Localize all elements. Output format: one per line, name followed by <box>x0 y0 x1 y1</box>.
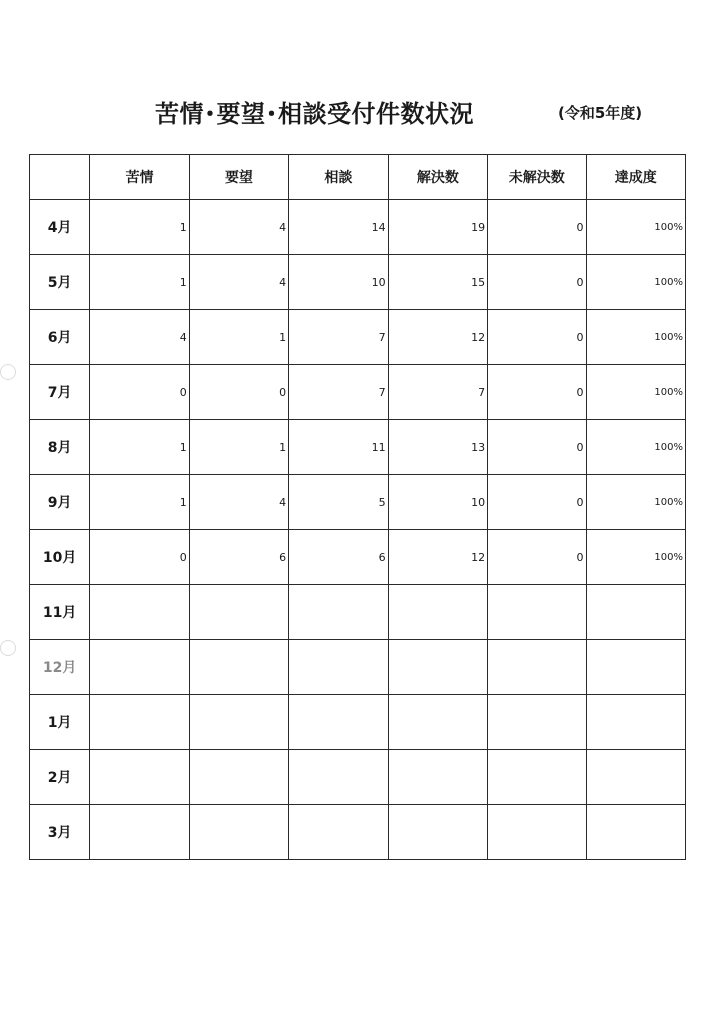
complaints-cell: 0 <box>90 530 189 585</box>
header-blank <box>30 155 90 200</box>
unresolved-cell: 0 <box>488 255 586 310</box>
complaints-cell: 1 <box>90 255 189 310</box>
achievement-cell: 100% <box>586 530 685 585</box>
complaints-cell <box>90 805 189 860</box>
table-row <box>30 695 686 750</box>
resolved-cell <box>388 640 487 695</box>
header-consultations: 相談 <box>289 155 388 200</box>
requests-cell: 1 <box>189 310 288 365</box>
header-requests: 要望 <box>189 155 288 200</box>
consultations-cell: 10 <box>289 255 388 310</box>
resolved-cell <box>388 750 487 805</box>
achievement-cell <box>586 585 685 640</box>
resolved-cell: 12 <box>388 310 487 365</box>
resolved-cell: 12 <box>388 530 487 585</box>
consultations-cell <box>289 640 388 695</box>
unresolved-cell: 0 <box>488 420 586 475</box>
month-cell: 3月 <box>30 805 90 860</box>
requests-cell <box>189 750 288 805</box>
complaints-cell: 1 <box>90 200 189 255</box>
consultations-cell <box>289 750 388 805</box>
achievement-cell <box>586 695 685 750</box>
achievement-cell <box>586 640 685 695</box>
unresolved-cell <box>488 695 586 750</box>
month-cell: 9月 <box>30 475 90 530</box>
consultations-cell <box>289 805 388 860</box>
complaints-cell <box>90 585 189 640</box>
table-row <box>30 530 686 585</box>
resolved-cell: 15 <box>388 255 487 310</box>
header-resolved: 解決数 <box>388 155 487 200</box>
punch-hole-mark <box>0 364 16 380</box>
consultations-cell: 11 <box>289 420 388 475</box>
table-row <box>30 365 686 420</box>
consultations-cell: 7 <box>289 310 388 365</box>
consultations-cell <box>289 695 388 750</box>
achievement-cell: 100% <box>586 255 685 310</box>
consultations-cell: 14 <box>289 200 388 255</box>
month-cell: 12月 <box>30 640 90 695</box>
achievement-cell <box>586 750 685 805</box>
requests-cell <box>189 695 288 750</box>
month-cell: 4月 <box>30 200 90 255</box>
resolved-cell <box>388 585 487 640</box>
complaints-cell: 4 <box>90 310 189 365</box>
punch-hole-mark <box>0 640 16 656</box>
resolved-cell <box>388 805 487 860</box>
page-title: 苦情･要望･相談受付件数状況 <box>155 100 474 128</box>
month-cell: 11月 <box>30 585 90 640</box>
achievement-cell <box>586 805 685 860</box>
unresolved-cell: 0 <box>488 530 586 585</box>
month-cell: 10月 <box>30 530 90 585</box>
header-unresolved: 未解決数 <box>488 155 586 200</box>
resolved-cell: 13 <box>388 420 487 475</box>
table-row <box>30 475 686 530</box>
table-row <box>30 640 686 695</box>
complaint-status-table <box>29 154 686 860</box>
table-row <box>30 585 686 640</box>
unresolved-cell <box>488 640 586 695</box>
unresolved-cell: 0 <box>488 310 586 365</box>
table-row <box>30 805 686 860</box>
unresolved-cell: 0 <box>488 365 586 420</box>
achievement-cell: 100% <box>586 200 685 255</box>
requests-cell <box>189 805 288 860</box>
month-cell: 7月 <box>30 365 90 420</box>
table-row <box>30 255 686 310</box>
unresolved-cell <box>488 805 586 860</box>
unresolved-cell: 0 <box>488 475 586 530</box>
achievement-cell: 100% <box>586 420 685 475</box>
consultations-cell: 6 <box>289 530 388 585</box>
requests-cell: 0 <box>189 365 288 420</box>
consultations-cell <box>289 585 388 640</box>
achievement-cell: 100% <box>586 365 685 420</box>
requests-cell <box>189 585 288 640</box>
table-row <box>30 200 686 255</box>
month-cell: 1月 <box>30 695 90 750</box>
consultations-cell: 5 <box>289 475 388 530</box>
complaints-cell <box>90 695 189 750</box>
header-achievement: 達成度 <box>586 155 685 200</box>
unresolved-cell: 0 <box>488 200 586 255</box>
table-header-row <box>30 155 686 200</box>
month-cell: 8月 <box>30 420 90 475</box>
unresolved-cell <box>488 585 586 640</box>
requests-cell: 6 <box>189 530 288 585</box>
resolved-cell <box>388 695 487 750</box>
month-cell: 5月 <box>30 255 90 310</box>
fiscal-year-label: (令和5年度) <box>558 104 643 122</box>
complaints-cell: 0 <box>90 365 189 420</box>
complaints-cell <box>90 640 189 695</box>
complaints-cell: 1 <box>90 420 189 475</box>
unresolved-cell <box>488 750 586 805</box>
consultations-cell: 7 <box>289 365 388 420</box>
resolved-cell: 10 <box>388 475 487 530</box>
requests-cell: 4 <box>189 255 288 310</box>
month-cell: 6月 <box>30 310 90 365</box>
complaints-cell <box>90 750 189 805</box>
month-cell: 2月 <box>30 750 90 805</box>
table-row <box>30 750 686 805</box>
table-row <box>30 420 686 475</box>
achievement-cell: 100% <box>586 310 685 365</box>
requests-cell: 4 <box>189 200 288 255</box>
table-row <box>30 310 686 365</box>
resolved-cell: 19 <box>388 200 487 255</box>
requests-cell: 4 <box>189 475 288 530</box>
complaints-cell: 1 <box>90 475 189 530</box>
achievement-cell: 100% <box>586 475 685 530</box>
header-complaints: 苦情 <box>90 155 189 200</box>
requests-cell: 1 <box>189 420 288 475</box>
requests-cell <box>189 640 288 695</box>
resolved-cell: 7 <box>388 365 487 420</box>
